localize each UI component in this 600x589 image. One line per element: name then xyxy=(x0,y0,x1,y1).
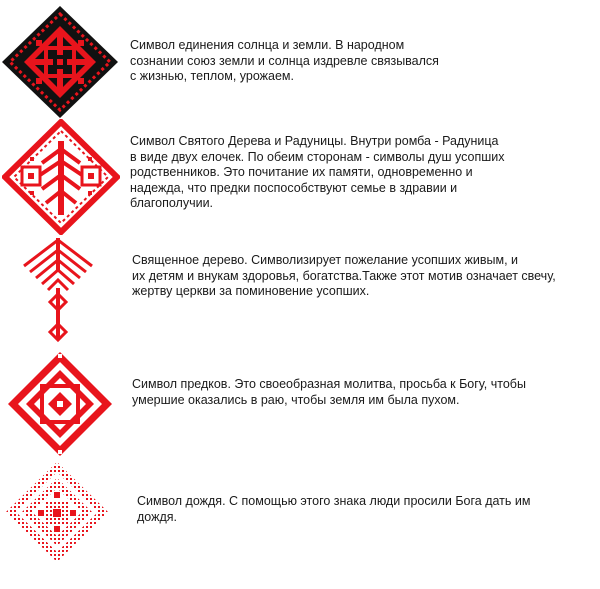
description-line: в виде двух елочек. По обеим сторонам - символы душ усопших xyxy=(130,149,505,164)
description-line: Символ дождя. С помощью этого знака люди просили Бога дать им xyxy=(137,494,531,508)
sacred-tree-symbol-icon xyxy=(20,232,96,346)
symbol-description xyxy=(130,134,505,212)
sacred-tree-radunitsa-symbol-icon xyxy=(2,119,120,235)
description-line: Символ единения солнца и земли. В народном xyxy=(130,38,405,52)
description-line: дождя. xyxy=(137,509,178,524)
symbol-description xyxy=(132,377,526,408)
symbol-description xyxy=(137,494,530,525)
description-line: благополучии. xyxy=(130,196,214,210)
description-line: Символ Святого Дерева и Радуницы. Внутри ромба - Радуница xyxy=(130,134,499,148)
rain-symbol-icon xyxy=(2,458,112,566)
symbol-description xyxy=(132,253,556,300)
description-line: с жизнью, теплом, урожаем. xyxy=(130,69,294,83)
description-line: жертву церкви за поминовение усопших. xyxy=(132,284,370,298)
description-line: Священное дерево. Символизирует пожелание усопших живым, и xyxy=(132,253,519,267)
description-line: умершие оказались в раю, чтобы земля им была пухом. xyxy=(132,392,460,407)
description-line: сознании союз земли и солнца издревле связывался xyxy=(130,53,439,68)
sun-earth-unity-symbol-icon xyxy=(0,4,120,120)
ancestors-symbol-icon xyxy=(4,348,116,460)
description-line: их детям и внукам здоровья, богатства.Также этот мотив означает свечу, xyxy=(132,268,556,283)
description-line: родственников. Это почитание их памяти, одновременно и xyxy=(130,165,473,179)
description-line: надежда, что предки поспособствуют семье в здравии и xyxy=(130,180,458,195)
description-line: Символ предков. Это своеобразная молитва, просьба к Богу, чтобы xyxy=(132,377,526,391)
symbol-description xyxy=(130,38,439,85)
